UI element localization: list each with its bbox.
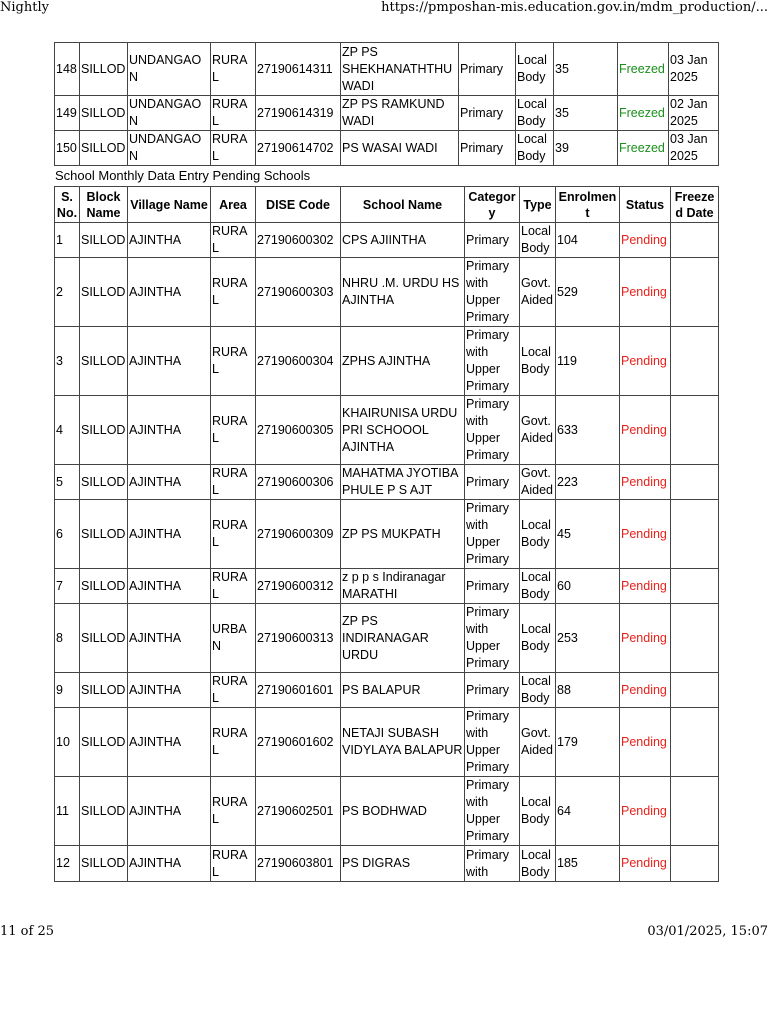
table-row (55, 708, 719, 777)
cell-freezed-date (671, 569, 719, 604)
col-header-status: Status (620, 187, 671, 223)
cell-sno: 4 (55, 396, 80, 465)
cell-block: SILLOD (80, 327, 128, 396)
table-row (55, 673, 719, 708)
cell-status: Pending (620, 327, 671, 396)
print-footer (0, 924, 768, 944)
col-header-school: School Name (341, 187, 465, 223)
cell-enrolment: 35 (554, 43, 618, 96)
cell-freezed-date: 03 Jan 2025 (669, 43, 719, 96)
cell-type: Local Body (520, 569, 556, 604)
cell-area: RURAL (211, 500, 256, 569)
cell-enrolment: 64 (556, 777, 620, 846)
table-row (55, 846, 719, 882)
cell-dise: 27190614702 (256, 131, 341, 166)
cell-freezed-date (671, 396, 719, 465)
cell-school: ZP PS INDIRANAGAR URDU (341, 604, 465, 673)
cell-block: SILLOD (80, 777, 128, 846)
cell-sno: 11 (55, 777, 80, 846)
table-row (55, 604, 719, 673)
cell-dise: 27190600304 (256, 327, 341, 396)
cell-area: RURAL (211, 96, 256, 131)
col-header-area: Area (211, 187, 256, 223)
cell-dise: 27190600302 (256, 223, 341, 258)
cell-sno: 6 (55, 500, 80, 569)
cell-block: SILLOD (80, 604, 128, 673)
cell-category: Primary with Upper Primary (465, 500, 520, 569)
cell-area: RURAL (211, 223, 256, 258)
cell-block: SILLOD (80, 569, 128, 604)
cell-sno: 12 (55, 846, 80, 882)
cell-freezed-date (671, 846, 719, 882)
cell-school: ZP PS SHEKHANATHTHU WADI (341, 43, 459, 96)
cell-type: Govt. Aided (520, 396, 556, 465)
cell-freezed-date (671, 708, 719, 777)
cell-village: UNDANGAON (128, 96, 211, 131)
cell-village: AJINTHA (128, 708, 211, 777)
cell-sno: 2 (55, 258, 80, 327)
col-header-dise: DISE Code (256, 187, 341, 223)
col-header-type: Type (520, 187, 556, 223)
cell-village: UNDANGAON (128, 131, 211, 166)
cell-village: AJINTHA (128, 223, 211, 258)
table-row (55, 569, 719, 604)
cell-freezed-date: 02 Jan 2025 (669, 96, 719, 131)
cell-dise: 27190603801 (256, 846, 341, 882)
cell-category: Primary with Upper Primary (465, 258, 520, 327)
cell-school: KHAIRUNISA URDU PRI SCHOOOL AJINTHA (341, 396, 465, 465)
cell-category: Primary with (465, 846, 520, 882)
cell-village: AJINTHA (128, 258, 211, 327)
cell-type: Govt. Aided (520, 708, 556, 777)
print-datetime: 03/01/2025, 15:07 (647, 924, 768, 939)
cell-area: RURAL (211, 396, 256, 465)
cell-freezed-date (671, 258, 719, 327)
cell-school: PS BODHWAD (341, 777, 465, 846)
cell-village: AJINTHA (128, 396, 211, 465)
col-header-sno: S. No. (55, 187, 80, 223)
page-number: 11 of 25 (0, 924, 54, 939)
col-header-village: Village Name (128, 187, 211, 223)
cell-freezed-date (671, 604, 719, 673)
cell-status: Freezed (618, 96, 669, 131)
cell-sno: 149 (55, 96, 80, 131)
cell-school: NHRU .M. URDU HS AJINTHA (341, 258, 465, 327)
col-header-block: Block Name (80, 187, 128, 223)
cell-sno: 150 (55, 131, 80, 166)
cell-type: Local Body (520, 223, 556, 258)
cell-area: RURAL (211, 258, 256, 327)
cell-village: AJINTHA (128, 569, 211, 604)
cell-enrolment: 179 (556, 708, 620, 777)
cell-school: ZP PS MUKPATH (341, 500, 465, 569)
col-header-freezed-date: Freezed Date (671, 187, 719, 223)
cell-village: AJINTHA (128, 327, 211, 396)
cell-status: Freezed (618, 43, 669, 96)
cell-status: Pending (620, 223, 671, 258)
cell-sno: 148 (55, 43, 80, 96)
cell-category: Primary with Upper Primary (465, 708, 520, 777)
table-header-row (55, 187, 719, 223)
cell-freezed-date (671, 777, 719, 846)
cell-sno: 3 (55, 327, 80, 396)
pending-section-title: School Monthly Data Entry Pending Schools (55, 168, 311, 183)
cell-dise: 27190614319 (256, 96, 341, 131)
cell-status: Pending (620, 396, 671, 465)
cell-enrolment: 253 (556, 604, 620, 673)
cell-status: Pending (620, 604, 671, 673)
cell-type: Local Body (520, 327, 556, 396)
cell-village: AJINTHA (128, 777, 211, 846)
table-row (55, 96, 719, 131)
cell-school: PS BALAPUR (341, 673, 465, 708)
cell-enrolment: 223 (556, 465, 620, 500)
cell-type: Local Body (520, 777, 556, 846)
cell-school: ZP PS RAMKUND WADI (341, 96, 459, 131)
cell-freezed-date (671, 223, 719, 258)
cell-category: Primary with Upper Primary (465, 604, 520, 673)
cell-type: Local Body (520, 673, 556, 708)
cell-dise: 27190600312 (256, 569, 341, 604)
cell-dise: 27190602501 (256, 777, 341, 846)
cell-status: Pending (620, 258, 671, 327)
cell-sno: 7 (55, 569, 80, 604)
cell-area: RURAL (211, 777, 256, 846)
cell-school: NETAJI SUBASH VIDYLAYA BALAPUR (341, 708, 465, 777)
cell-block: SILLOD (80, 131, 128, 166)
cell-category: Primary (459, 43, 516, 96)
print-url: https://pmposhan-mis.education.gov.in/mdm_production/... (381, 0, 768, 15)
table-row (55, 131, 719, 166)
cell-freezed-date: 03 Jan 2025 (669, 131, 719, 166)
col-header-enrolment: Enrolment (556, 187, 620, 223)
table-row (55, 777, 719, 846)
cell-category: Primary (465, 465, 520, 500)
cell-category: Primary (459, 131, 516, 166)
cell-freezed-date (671, 327, 719, 396)
pending-schools-table (54, 186, 719, 882)
cell-sno: 1 (55, 223, 80, 258)
cell-village: UNDANGAON (128, 43, 211, 96)
cell-area: RURAL (211, 846, 256, 882)
cell-freezed-date (671, 465, 719, 500)
cell-dise: 27190600305 (256, 396, 341, 465)
cell-type: Govt. Aided (520, 258, 556, 327)
cell-category: Primary (459, 96, 516, 131)
cell-area: RURAL (211, 569, 256, 604)
table-row (55, 258, 719, 327)
cell-dise: 27190600303 (256, 258, 341, 327)
cell-dise: 27190600309 (256, 500, 341, 569)
cell-school: CPS AJIINTHA (341, 223, 465, 258)
cell-freezed-date (671, 673, 719, 708)
cell-enrolment: 104 (556, 223, 620, 258)
print-header (0, 0, 768, 20)
table-row (55, 43, 719, 96)
cell-school: ZPHS AJINTHA (341, 327, 465, 396)
cell-enrolment: 185 (556, 846, 620, 882)
cell-freezed-date (671, 500, 719, 569)
cell-type: Local Body (520, 604, 556, 673)
cell-enrolment: 35 (554, 96, 618, 131)
cell-school: PS DIGRAS (341, 846, 465, 882)
cell-area: URBAN (211, 604, 256, 673)
table-row (55, 500, 719, 569)
cell-block: SILLOD (80, 223, 128, 258)
cell-sno: 10 (55, 708, 80, 777)
cell-type: Govt. Aided (520, 465, 556, 500)
cell-block: SILLOD (80, 396, 128, 465)
cell-area: RURAL (211, 43, 256, 96)
cell-sno: 5 (55, 465, 80, 500)
cell-village: AJINTHA (128, 465, 211, 500)
cell-status: Pending (620, 673, 671, 708)
cell-enrolment: 45 (556, 500, 620, 569)
cell-village: AJINTHA (128, 604, 211, 673)
cell-dise: 27190601602 (256, 708, 341, 777)
table-row (55, 465, 719, 500)
cell-block: SILLOD (80, 465, 128, 500)
cell-sno: 9 (55, 673, 80, 708)
cell-sno: 8 (55, 604, 80, 673)
cell-dise: 27190600313 (256, 604, 341, 673)
cell-village: AJINTHA (128, 500, 211, 569)
cell-status: Pending (620, 708, 671, 777)
cell-dise: 27190601601 (256, 673, 341, 708)
cell-type: Local Body (516, 96, 554, 131)
cell-area: RURAL (211, 708, 256, 777)
table-row (55, 223, 719, 258)
cell-village: AJINTHA (128, 673, 211, 708)
cell-category: Primary (465, 223, 520, 258)
cell-enrolment: 60 (556, 569, 620, 604)
freezed-schools-table (54, 42, 719, 166)
cell-status: Freezed (618, 131, 669, 166)
cell-enrolment: 633 (556, 396, 620, 465)
cell-status: Pending (620, 777, 671, 846)
cell-category: Primary with Upper Primary (465, 396, 520, 465)
cell-enrolment: 119 (556, 327, 620, 396)
cell-block: SILLOD (80, 673, 128, 708)
cell-status: Pending (620, 846, 671, 882)
cell-status: Pending (620, 500, 671, 569)
cell-area: RURAL (211, 465, 256, 500)
cell-block: SILLOD (80, 846, 128, 882)
cell-type: Local Body (516, 43, 554, 96)
cell-type: Local Body (520, 500, 556, 569)
cell-enrolment: 39 (554, 131, 618, 166)
cell-village: AJINTHA (128, 846, 211, 882)
cell-block: SILLOD (80, 258, 128, 327)
cell-type: Local Body (516, 131, 554, 166)
cell-block: SILLOD (80, 96, 128, 131)
cell-enrolment: 88 (556, 673, 620, 708)
cell-type: Local Body (520, 846, 556, 882)
table-row (55, 396, 719, 465)
cell-dise: 27190600306 (256, 465, 341, 500)
cell-enrolment: 529 (556, 258, 620, 327)
cell-area: RURAL (211, 131, 256, 166)
cell-category: Primary (465, 569, 520, 604)
cell-dise: 27190614311 (256, 43, 341, 96)
cell-category: Primary with Upper Primary (465, 777, 520, 846)
cell-status: Pending (620, 569, 671, 604)
print-title: Nightly (0, 0, 49, 15)
cell-area: RURAL (211, 327, 256, 396)
cell-category: Primary with Upper Primary (465, 327, 520, 396)
report-content (54, 42, 718, 882)
cell-block: SILLOD (80, 708, 128, 777)
cell-block: SILLOD (80, 500, 128, 569)
cell-block: SILLOD (80, 43, 128, 96)
cell-area: RURAL (211, 673, 256, 708)
table-row (55, 327, 719, 396)
cell-category: Primary (465, 673, 520, 708)
cell-status: Pending (620, 465, 671, 500)
cell-school: z p p s Indiranagar MARATHI (341, 569, 465, 604)
col-header-category: Category (465, 187, 520, 223)
cell-school: MAHATMA JYOTIBA PHULE P S AJT (341, 465, 465, 500)
cell-school: PS WASAI WADI (341, 131, 459, 166)
